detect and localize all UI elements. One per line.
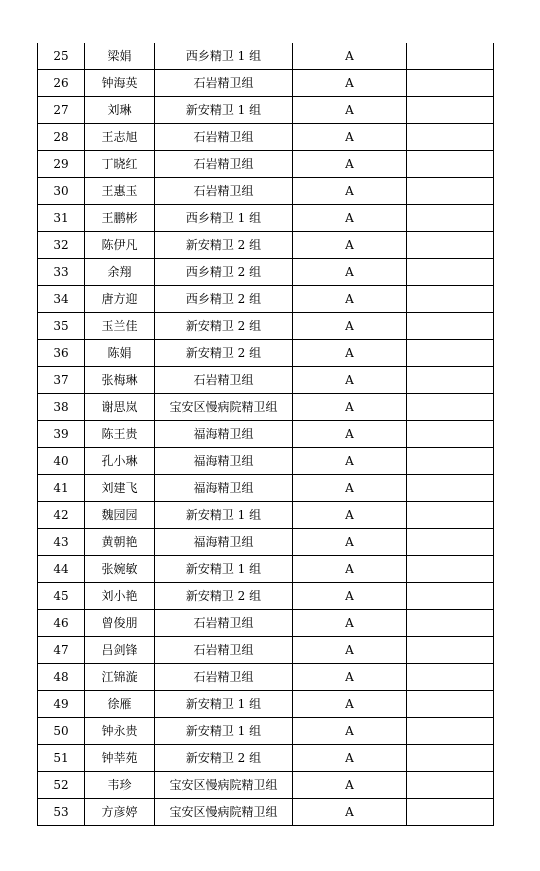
cell-name: 张梅琳	[85, 367, 155, 394]
cell-grade: A	[293, 367, 407, 394]
table-row	[38, 232, 494, 259]
cell-number: 42	[38, 502, 85, 529]
table-row	[38, 502, 494, 529]
cell-grade: A	[293, 502, 407, 529]
table-row	[38, 205, 494, 232]
table-row	[38, 772, 494, 799]
cell-unit: 西乡精卫 1 组	[155, 205, 293, 232]
cell-unit: 福海精卫组	[155, 529, 293, 556]
cell-name: 陈王贵	[85, 421, 155, 448]
cell-grade: A	[293, 259, 407, 286]
cell-number: 33	[38, 259, 85, 286]
cell-grade: A	[293, 70, 407, 97]
cell-remark	[407, 583, 494, 610]
table-row	[38, 259, 494, 286]
cell-number: 29	[38, 151, 85, 178]
cell-number: 30	[38, 178, 85, 205]
cell-number: 27	[38, 97, 85, 124]
cell-unit: 新安精卫 1 组	[155, 718, 293, 745]
cell-grade: A	[293, 529, 407, 556]
cell-name: 江锦漩	[85, 664, 155, 691]
cell-grade: A	[293, 718, 407, 745]
cell-unit: 新安精卫 2 组	[155, 340, 293, 367]
table-row	[38, 583, 494, 610]
table-row	[38, 340, 494, 367]
table-row	[38, 178, 494, 205]
cell-number: 25	[38, 43, 85, 70]
cell-unit: 福海精卫组	[155, 421, 293, 448]
cell-remark	[407, 367, 494, 394]
cell-number: 50	[38, 718, 85, 745]
cell-remark	[407, 529, 494, 556]
cell-number: 45	[38, 583, 85, 610]
cell-number: 37	[38, 367, 85, 394]
cell-grade: A	[293, 394, 407, 421]
table-row	[38, 664, 494, 691]
cell-grade: A	[293, 583, 407, 610]
cell-remark	[407, 610, 494, 637]
cell-unit: 宝安区慢病院精卫组	[155, 772, 293, 799]
cell-unit: 新安精卫 2 组	[155, 583, 293, 610]
cell-name: 谢思岚	[85, 394, 155, 421]
cell-grade: A	[293, 232, 407, 259]
table-row	[38, 151, 494, 178]
table-row	[38, 799, 494, 826]
table-row	[38, 691, 494, 718]
cell-remark	[407, 691, 494, 718]
cell-number: 34	[38, 286, 85, 313]
cell-number: 47	[38, 637, 85, 664]
cell-remark	[407, 799, 494, 826]
cell-number: 38	[38, 394, 85, 421]
cell-name: 张婉敏	[85, 556, 155, 583]
cell-name: 刘小艳	[85, 583, 155, 610]
cell-remark	[407, 448, 494, 475]
cell-grade: A	[293, 556, 407, 583]
cell-remark	[407, 637, 494, 664]
table-row	[38, 475, 494, 502]
cell-name: 陈伊凡	[85, 232, 155, 259]
cell-unit: 石岩精卫组	[155, 637, 293, 664]
cell-name: 孔小琳	[85, 448, 155, 475]
cell-number: 28	[38, 124, 85, 151]
cell-remark	[407, 286, 494, 313]
table-row	[38, 610, 494, 637]
cell-grade: A	[293, 97, 407, 124]
cell-unit: 石岩精卫组	[155, 70, 293, 97]
cell-unit: 石岩精卫组	[155, 151, 293, 178]
cell-grade: A	[293, 637, 407, 664]
cell-unit: 宝安区慢病院精卫组	[155, 799, 293, 826]
cell-remark	[407, 664, 494, 691]
cell-remark	[407, 313, 494, 340]
cell-grade: A	[293, 286, 407, 313]
table-row	[38, 367, 494, 394]
cell-unit: 福海精卫组	[155, 448, 293, 475]
table-row	[38, 448, 494, 475]
cell-name: 刘琳	[85, 97, 155, 124]
table-row	[38, 718, 494, 745]
table-row	[38, 43, 494, 70]
table-row	[38, 421, 494, 448]
cell-unit: 石岩精卫组	[155, 178, 293, 205]
cell-number: 48	[38, 664, 85, 691]
cell-name: 韦珍	[85, 772, 155, 799]
table-row	[38, 70, 494, 97]
cell-grade: A	[293, 799, 407, 826]
cell-name: 吕剑锋	[85, 637, 155, 664]
cell-remark	[407, 394, 494, 421]
cell-unit: 西乡精卫 2 组	[155, 259, 293, 286]
table-row	[38, 529, 494, 556]
cell-remark	[407, 151, 494, 178]
cell-unit: 新安精卫 1 组	[155, 97, 293, 124]
cell-unit: 新安精卫 1 组	[155, 691, 293, 718]
cell-grade: A	[293, 178, 407, 205]
cell-grade: A	[293, 205, 407, 232]
cell-unit: 福海精卫组	[155, 475, 293, 502]
cell-name: 王惠玉	[85, 178, 155, 205]
table-row	[38, 394, 494, 421]
cell-unit: 西乡精卫 1 组	[155, 43, 293, 70]
cell-name: 玉兰佳	[85, 313, 155, 340]
cell-grade: A	[293, 691, 407, 718]
cell-name: 魏园园	[85, 502, 155, 529]
cell-grade: A	[293, 745, 407, 772]
table-row	[38, 637, 494, 664]
cell-name: 唐方迎	[85, 286, 155, 313]
cell-name: 钟永贵	[85, 718, 155, 745]
cell-grade: A	[293, 340, 407, 367]
cell-unit: 新安精卫 2 组	[155, 232, 293, 259]
cell-number: 31	[38, 205, 85, 232]
cell-number: 35	[38, 313, 85, 340]
cell-remark	[407, 718, 494, 745]
cell-number: 51	[38, 745, 85, 772]
cell-remark	[407, 178, 494, 205]
cell-name: 徐雁	[85, 691, 155, 718]
cell-number: 39	[38, 421, 85, 448]
cell-name: 王鹏彬	[85, 205, 155, 232]
cell-grade: A	[293, 664, 407, 691]
cell-number: 41	[38, 475, 85, 502]
cell-name: 王志旭	[85, 124, 155, 151]
cell-grade: A	[293, 475, 407, 502]
cell-remark	[407, 556, 494, 583]
cell-number: 46	[38, 610, 85, 637]
roster-table-body	[38, 43, 494, 826]
cell-name: 钟海英	[85, 70, 155, 97]
cell-number: 26	[38, 70, 85, 97]
cell-name: 梁娟	[85, 43, 155, 70]
table-row	[38, 556, 494, 583]
roster-table	[37, 43, 494, 826]
cell-unit: 新安精卫 1 组	[155, 556, 293, 583]
cell-unit: 新安精卫 2 组	[155, 745, 293, 772]
cell-unit: 石岩精卫组	[155, 610, 293, 637]
cell-name: 余翔	[85, 259, 155, 286]
cell-number: 53	[38, 799, 85, 826]
cell-remark	[407, 43, 494, 70]
cell-name: 刘建飞	[85, 475, 155, 502]
cell-name: 方彦婷	[85, 799, 155, 826]
cell-number: 40	[38, 448, 85, 475]
cell-remark	[407, 340, 494, 367]
cell-remark	[407, 205, 494, 232]
cell-remark	[407, 97, 494, 124]
cell-remark	[407, 421, 494, 448]
cell-grade: A	[293, 448, 407, 475]
cell-number: 32	[38, 232, 85, 259]
cell-grade: A	[293, 151, 407, 178]
cell-number: 43	[38, 529, 85, 556]
cell-grade: A	[293, 772, 407, 799]
cell-number: 44	[38, 556, 85, 583]
cell-grade: A	[293, 43, 407, 70]
table-row	[38, 97, 494, 124]
cell-remark	[407, 502, 494, 529]
cell-name: 钟莘苑	[85, 745, 155, 772]
table-row	[38, 313, 494, 340]
cell-name: 丁晓红	[85, 151, 155, 178]
cell-remark	[407, 232, 494, 259]
table-row	[38, 124, 494, 151]
cell-remark	[407, 259, 494, 286]
table-row	[38, 745, 494, 772]
cell-unit: 宝安区慢病院精卫组	[155, 394, 293, 421]
cell-remark	[407, 475, 494, 502]
cell-grade: A	[293, 610, 407, 637]
cell-number: 52	[38, 772, 85, 799]
cell-name: 曾俊朋	[85, 610, 155, 637]
cell-unit: 石岩精卫组	[155, 664, 293, 691]
cell-grade: A	[293, 124, 407, 151]
cell-unit: 新安精卫 1 组	[155, 502, 293, 529]
cell-number: 36	[38, 340, 85, 367]
cell-unit: 石岩精卫组	[155, 124, 293, 151]
cell-remark	[407, 124, 494, 151]
cell-remark	[407, 745, 494, 772]
cell-name: 黄朝艳	[85, 529, 155, 556]
cell-grade: A	[293, 421, 407, 448]
cell-remark	[407, 772, 494, 799]
cell-unit: 石岩精卫组	[155, 367, 293, 394]
cell-name: 陈娟	[85, 340, 155, 367]
cell-remark	[407, 70, 494, 97]
cell-unit: 新安精卫 2 组	[155, 313, 293, 340]
cell-number: 49	[38, 691, 85, 718]
table-row	[38, 286, 494, 313]
cell-unit: 西乡精卫 2 组	[155, 286, 293, 313]
cell-grade: A	[293, 313, 407, 340]
